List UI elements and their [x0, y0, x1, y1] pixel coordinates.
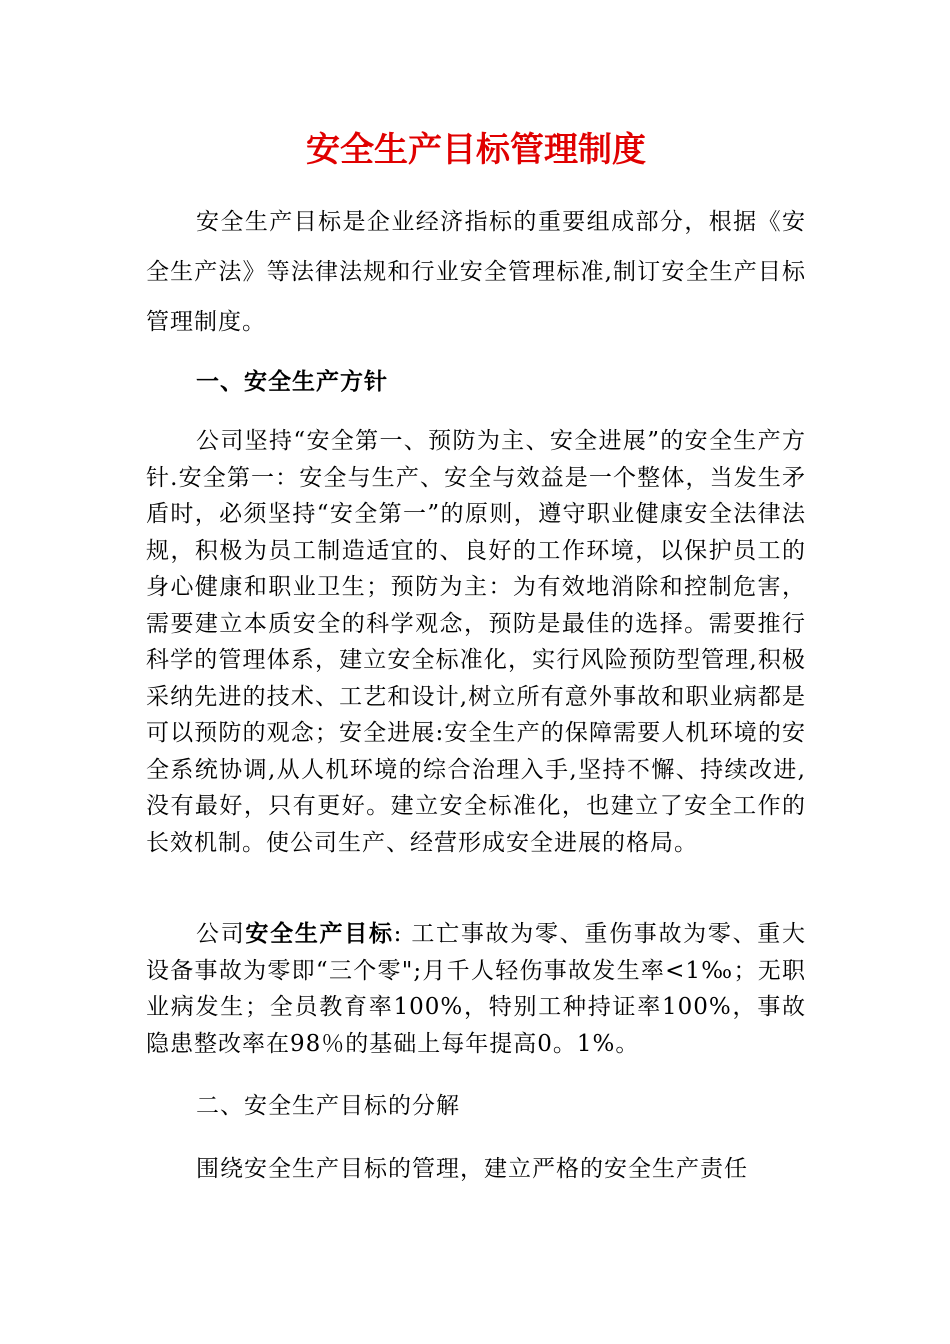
target-label: 安全生产目标: [245, 921, 394, 947]
decomposition-paragraph: 围绕安全生产目标的管理，建立严格的安全生产责任: [196, 1156, 748, 1182]
target-paragraph: [146, 916, 806, 1062]
target-prefix: 公司: [196, 921, 246, 947]
section-heading-decomposition: 二、安全生产目标的分解: [196, 1093, 460, 1119]
document-title: 安全生产目标管理制度: [306, 130, 646, 170]
target-body: : 工亡事故为零、重伤事故为零、重大设备事故为零即“三个零";月千人轻伤事故发生率<1‰；无职业病发生；全员教育率100%，特别工种持证率100%，事故隐患整改率在98％的基础上每年提高0。1%。: [146, 921, 807, 1057]
section-heading-policy: 一、安全生产方针: [196, 369, 388, 395]
policy-paragraph: 公司坚持“安全第一、预防为主、安全进展”的安全生产方针.安全第一：安全与生产、安全与效益是一个整体，当发生矛盾时，必须坚持“安全第一”的原则，遵守职业健康安全法律法规，积极为员工制造适宜的、良好的工作环境，以保护员工的身心健康和职业卫生；预防为主：为有效地消除和控制危害，需要建立本质安全的科学观念，预防是最佳的选择。需要推行科学的管理体系，建立安全标准化，实行风险预防型管理,积极采纳先进的技术、工艺和设计,树立所有意外事故和职业病都是可以预防的观念；安全进展:安全生产的保障需要人机环境的安全系统协调,从人机环境的综合治理入手,坚持不懈、持续改进,没有最好，只有更好。建立安全标准化，也建立了安全工作的长效机制。使公司生产、经营形成安全进展的格局。: [146, 428, 806, 856]
intro-paragraph: 安全生产目标是企业经济指标的重要组成部分，根据《安全生产法》等法律法规和行业安全管理标准,制订安全生产目标管理制度。: [146, 209, 806, 335]
